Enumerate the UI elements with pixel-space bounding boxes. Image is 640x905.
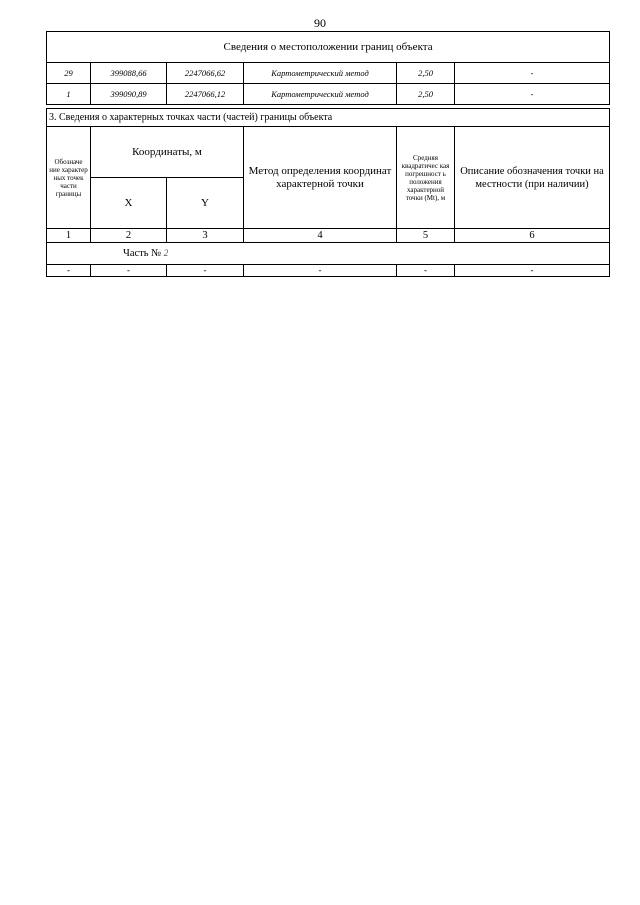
part-label-cell	[47, 243, 610, 265]
error-cell: 2,50	[397, 63, 455, 84]
column-number: 2	[91, 229, 167, 243]
column-numbers-row	[47, 229, 610, 243]
empty-cell: -	[397, 265, 455, 277]
empty-cell: -	[455, 265, 610, 277]
description-cell: -	[455, 63, 610, 84]
boundary-location-table	[46, 31, 610, 105]
section-title: 3. Сведения о характерных точках части (частей) границы объекта	[47, 109, 610, 127]
error-cell: 2,50	[397, 84, 455, 105]
header-method: Метод определения координат характерной точки	[244, 127, 397, 229]
column-number: 1	[47, 229, 91, 243]
empty-cell: -	[167, 265, 244, 277]
column-number: 3	[167, 229, 244, 243]
table-row	[47, 63, 610, 84]
empty-cell: -	[91, 265, 167, 277]
description-cell: -	[455, 84, 610, 105]
x-cell: 399088,66	[91, 63, 167, 84]
table-row	[47, 265, 610, 277]
header-error: Средняя квадратичес кая погрешност ь положения характерной точки (Mt), м	[397, 127, 455, 229]
part-label: Часть №	[123, 248, 162, 259]
column-number: 4	[244, 229, 397, 243]
part-number: 2	[163, 248, 169, 258]
header-designation: Обозначе ние характер ных точек части границы	[47, 127, 91, 229]
header-y: Y	[167, 178, 244, 229]
y-cell: 2247066,62	[167, 63, 244, 84]
boundary-table-title: Сведения о местоположении границ объекта	[47, 32, 610, 63]
column-number: 5	[397, 229, 455, 243]
header-x: X	[91, 178, 167, 229]
column-number: 6	[455, 229, 610, 243]
method-cell: Картометрический метод	[244, 63, 397, 84]
method-cell: Картометрический метод	[244, 84, 397, 105]
table-row	[47, 84, 610, 105]
part-boundary-points-table	[46, 108, 610, 277]
y-cell: 2247066,12	[167, 84, 244, 105]
point-cell: 1	[47, 84, 91, 105]
x-cell: 399090,89	[91, 84, 167, 105]
empty-cell: -	[244, 265, 397, 277]
empty-cell: -	[47, 265, 91, 277]
point-cell: 29	[47, 63, 91, 84]
page-number: 90	[314, 16, 326, 30]
header-coordinates: Координаты, м	[91, 127, 244, 178]
header-description: Описание обозначения точки на местности (при наличии)	[455, 127, 610, 229]
